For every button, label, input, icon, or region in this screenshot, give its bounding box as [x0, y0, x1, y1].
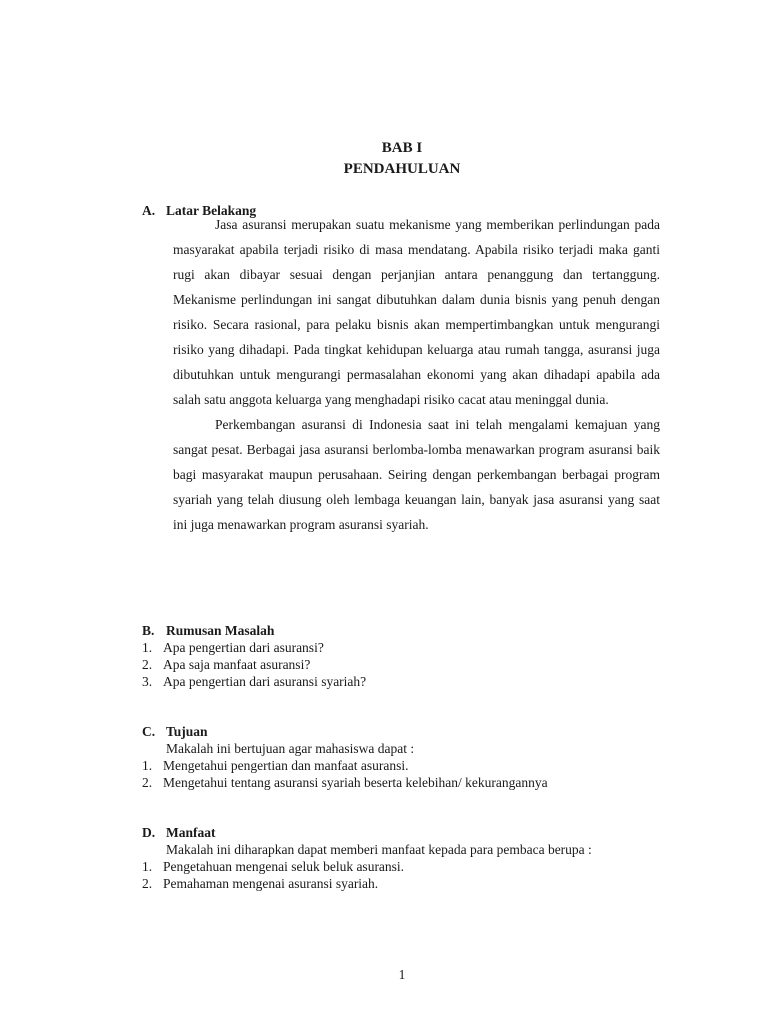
list-text: Mengetahui pengertian dan manfaat asuransi.: [163, 758, 409, 773]
list-item: [142, 757, 660, 774]
list-item: [142, 656, 660, 673]
section-heading: [142, 723, 660, 740]
section-intro: Makalah ini bertujuan agar mahasiswa dapat :: [166, 741, 415, 756]
chapter-title: PENDAHULUAN: [343, 161, 461, 177]
list-text: Mengetahui tentang asuransi syariah beserta kelebihan/ kekurangannya: [163, 775, 548, 790]
chapter-heading: [0, 138, 768, 180]
list-item: [142, 774, 660, 791]
section-tujuan: [142, 723, 660, 791]
section-letter: B.: [142, 623, 155, 638]
section-letter: A.: [142, 203, 156, 218]
list-item: [142, 639, 660, 656]
list-number: 2.: [142, 775, 153, 790]
section-title: Manfaat: [166, 825, 216, 840]
benefit-list: [142, 858, 660, 892]
list-text: Apa saja manfaat asuransi?: [163, 657, 311, 672]
list-number: 3.: [142, 674, 153, 689]
problem-list: [142, 639, 660, 690]
section-heading: [142, 622, 660, 639]
list-item: [142, 858, 660, 875]
list-text: Apa pengertian dari asuransi?: [163, 640, 324, 655]
list-number: 1.: [142, 859, 153, 874]
list-text: Pemahaman mengenai asuransi syariah.: [163, 876, 379, 891]
list-text: Apa pengertian dari asuransi syariah?: [163, 674, 367, 689]
section-intro: Makalah ini diharapkan dapat memberi manfaat kepada para pembaca berupa :: [166, 842, 592, 857]
section-manfaat: [142, 824, 660, 892]
paragraph: Jasa asuransi merupakan suatu mekanisme yang memberikan perlindungan pada masyarakat apabila terjadi risiko di masa mendatang. Apabila risiko terjadi maka ganti rugi akan dibayar sesuai dengan perjanjian antara penanggung dan tertanggung. Mekanisme perlindungan ini sangat dibutuhkan dalam dunia bisnis yang penuh dengan risiko. Secara rasional, para pelaku bisnis akan mempertimbangkan untuk mengurangi risiko yang dihadapi. Pada tingkat kehidupan keluarga atau rumah tangga, asuransi juga dibutuhkan untuk mengurangi permasalahan ekonomi yang akan dihadapi apabila ada salah satu anggota keluarga yang menghadapi risiko cacat atau meninggal dunia.: [173, 217, 660, 407]
list-number: 1.: [142, 640, 153, 655]
page-number: 1: [398, 967, 406, 982]
list-item: [142, 673, 660, 690]
section-rumusan-masalah: [142, 622, 660, 690]
list-number: 2.: [142, 876, 153, 891]
chapter-number: BAB I: [381, 140, 423, 156]
list-number: 2.: [142, 657, 153, 672]
list-item: [142, 875, 660, 892]
section-title: Latar Belakang: [166, 203, 257, 218]
section-latar-belakang: [142, 202, 660, 537]
section-letter: C.: [142, 724, 156, 739]
section-heading: [142, 824, 660, 841]
section-title: Tujuan: [166, 724, 208, 739]
section-title: Rumusan Masalah: [166, 623, 275, 638]
section-letter: D.: [142, 825, 156, 840]
list-number: 1.: [142, 758, 153, 773]
list-text: Pengetahuan mengenai seluk beluk asuransi.: [163, 859, 405, 874]
objective-list: [142, 757, 660, 791]
paragraph: Perkembangan asuransi di Indonesia saat ini telah mengalami kemajuan yang sangat pesat. Berbagai jasa asuransi berlomba-lomba menawarkan program asuransi baik bagi masyarakat maupun perusahaan. Seiring dengan perkembangan berbagai program syariah yang telah diusung oleh lembaga keuangan lain, banyak jasa asuransi yang saat ini juga menawarkan program asuransi syariah.: [173, 417, 660, 532]
